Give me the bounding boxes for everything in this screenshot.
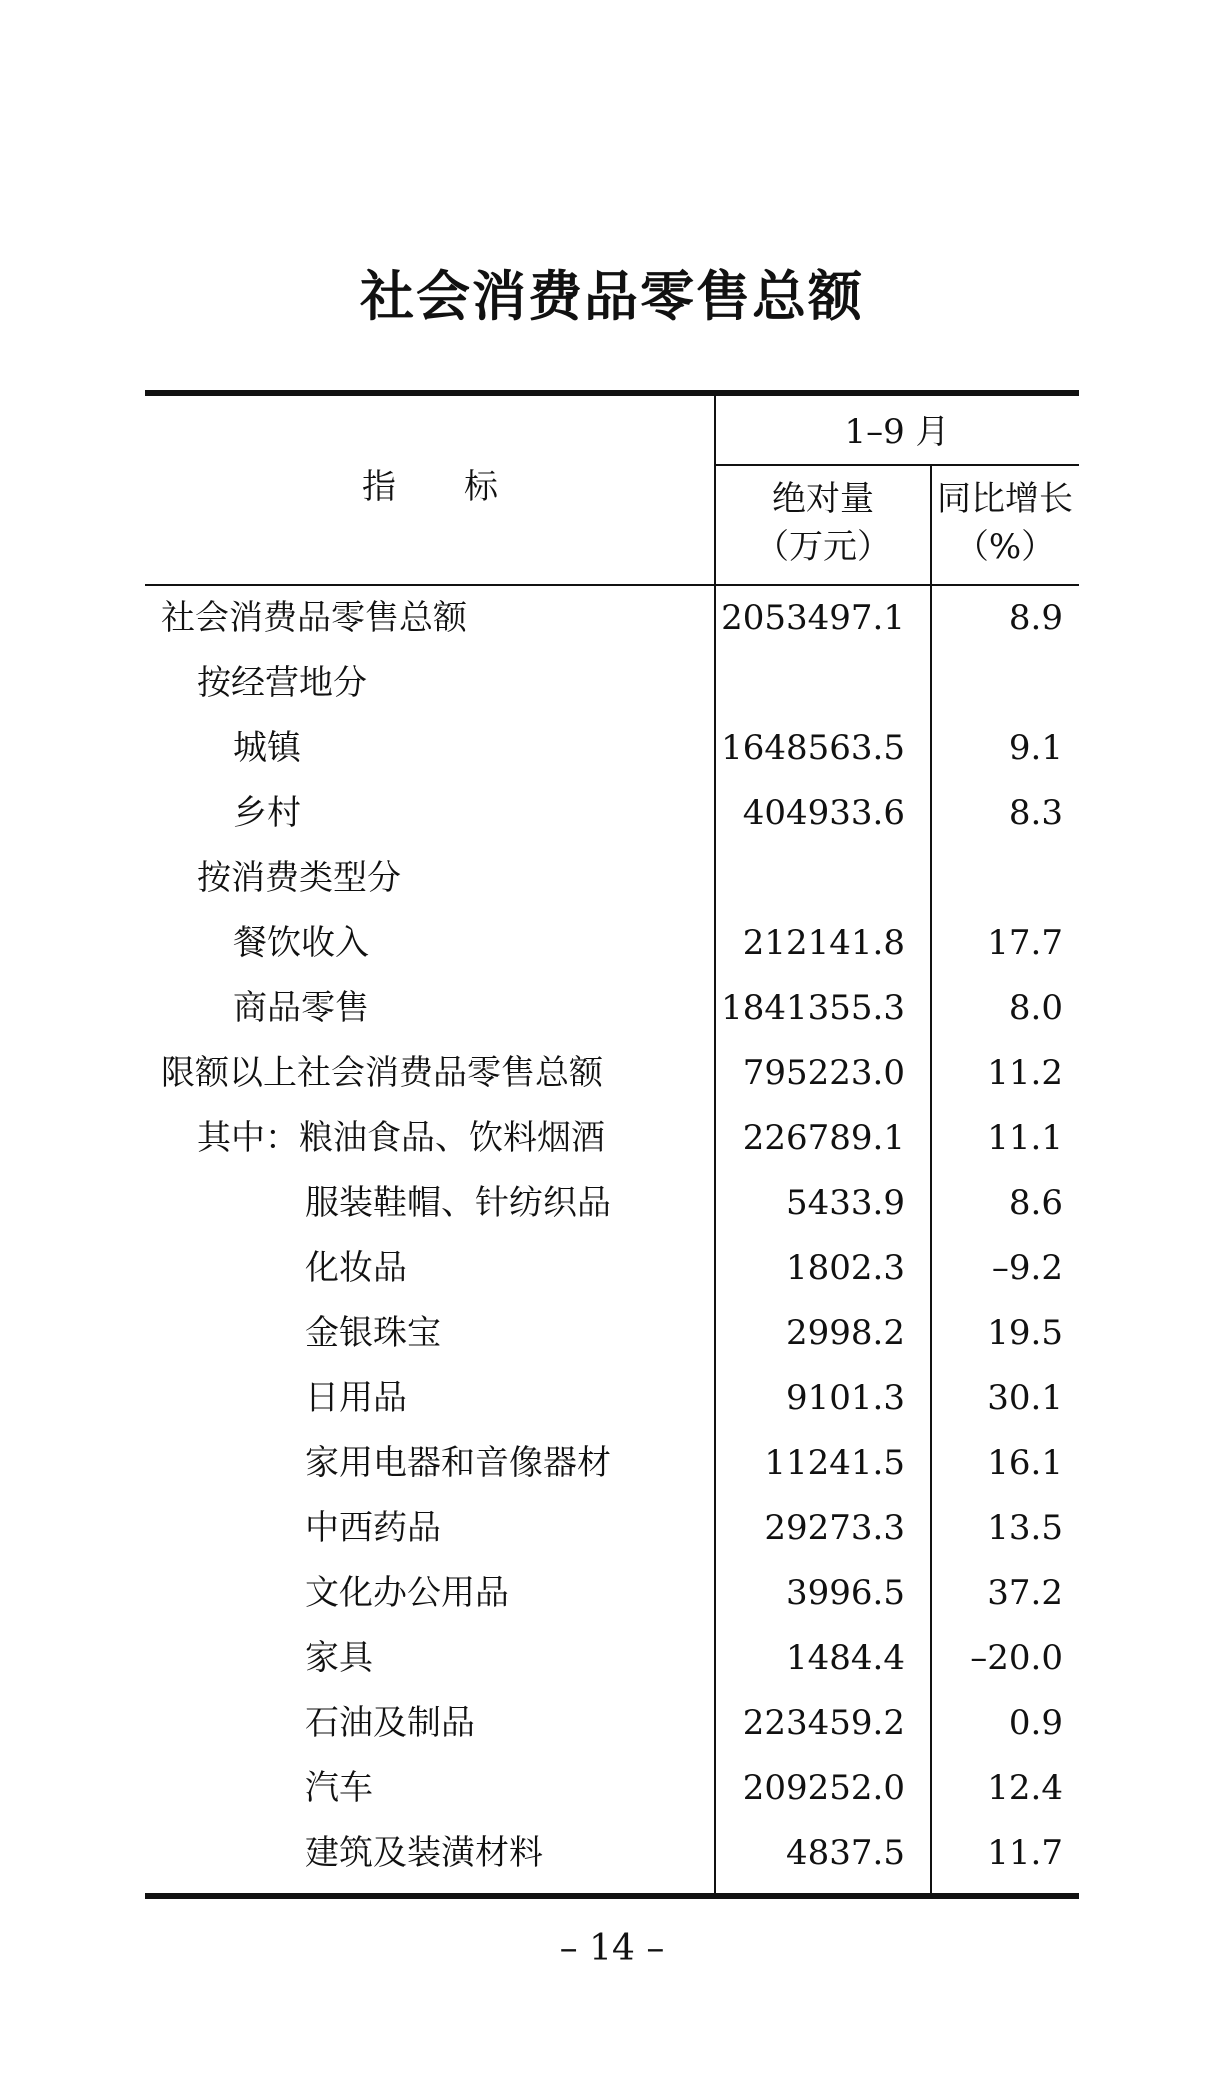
row-label: 家具 <box>305 1638 373 1678</box>
row-label: 商品零售 <box>233 988 369 1028</box>
row-value <box>715 651 905 716</box>
row-value: 11241.5 <box>764 1443 905 1483</box>
row-label: 石油及制品 <box>305 1703 475 1743</box>
page-number: – 14 – <box>559 1928 665 1969</box>
row-value: 209252.0 <box>742 1768 905 1808</box>
table-row <box>145 1756 1079 1821</box>
table-row <box>145 781 1079 846</box>
row-growth: 8.3 <box>1008 793 1063 833</box>
header-sub-rule <box>715 464 1079 466</box>
row-value: 1484.4 <box>786 1638 905 1678</box>
page-title: 社会消费品零售总额 <box>360 265 864 328</box>
table-row <box>145 1561 1079 1626</box>
row-growth: 12.4 <box>987 1768 1063 1808</box>
row-growth <box>935 846 1063 911</box>
table-row <box>145 1366 1079 1431</box>
row-value: 212141.8 <box>742 923 905 963</box>
row-growth: 16.1 <box>987 1443 1063 1483</box>
row-label: 建筑及装潢材料 <box>305 1833 543 1873</box>
row-label: 中西药品 <box>305 1508 441 1548</box>
row-label: 城镇 <box>233 728 301 768</box>
row-growth: 11.2 <box>987 1053 1063 1093</box>
table-row <box>145 1821 1079 1886</box>
row-value: 5433.9 <box>786 1183 905 1223</box>
row-label: 餐饮收入 <box>233 923 369 963</box>
row-label: 家用电器和音像器材 <box>305 1443 611 1483</box>
row-value: 223459.2 <box>742 1703 905 1743</box>
row-label: 乡村 <box>233 793 301 833</box>
table-row <box>145 586 1079 651</box>
row-value: 2053497.1 <box>721 598 905 638</box>
row-growth: 11.1 <box>987 1118 1063 1158</box>
row-label: 社会消费品零售总额 <box>161 598 467 638</box>
table-row <box>145 1691 1079 1756</box>
row-growth: 37.2 <box>987 1573 1063 1613</box>
table-top-rule <box>145 390 1079 396</box>
row-growth: –20.0 <box>970 1638 1063 1678</box>
row-label: 按经营地分 <box>197 663 367 703</box>
row-growth: 8.9 <box>1008 598 1063 638</box>
row-label: 汽车 <box>305 1768 373 1808</box>
row-value: 29273.3 <box>764 1508 905 1548</box>
row-label: 日用品 <box>305 1378 407 1418</box>
row-value: 226789.1 <box>742 1118 905 1158</box>
table-row <box>145 1041 1079 1106</box>
row-growth <box>935 651 1063 716</box>
row-label: 化妆品 <box>305 1248 407 1288</box>
table-row <box>145 1236 1079 1301</box>
row-value <box>715 846 905 911</box>
row-value: 9101.3 <box>786 1378 905 1418</box>
header-col-absolute-line1: 绝对量 <box>772 479 874 519</box>
row-growth: 17.7 <box>987 923 1063 963</box>
row-value: 1802.3 <box>786 1248 905 1288</box>
row-growth: 9.1 <box>1008 728 1063 768</box>
row-label: 文化办公用品 <box>305 1573 509 1613</box>
header-period: 1–9 月 <box>844 412 950 452</box>
row-growth: 8.0 <box>1008 988 1063 1028</box>
header-col-growth-unit: （%） <box>954 527 1056 567</box>
row-label: 按消费类型分 <box>197 858 401 898</box>
row-label: 其中：粮油食品、饮料烟酒 <box>197 1118 605 1158</box>
row-growth: 0.9 <box>1008 1703 1063 1743</box>
table-row <box>145 1496 1079 1561</box>
row-value: 1648563.5 <box>721 728 905 768</box>
table-row <box>145 651 1079 716</box>
row-value: 795223.0 <box>742 1053 905 1093</box>
row-label: 金银珠宝 <box>305 1313 441 1353</box>
table-row <box>145 1106 1079 1171</box>
row-label: 服装鞋帽、针纺织品 <box>305 1183 611 1223</box>
table-bottom-rule <box>145 1893 1079 1899</box>
header-col-absolute-unit: （万元） <box>755 527 891 567</box>
row-value: 1841355.3 <box>721 988 905 1028</box>
row-growth: 19.5 <box>987 1313 1063 1353</box>
header-col-growth <box>931 475 1079 571</box>
header-col-growth-line1: 同比增长 <box>937 479 1073 519</box>
table-row <box>145 1626 1079 1691</box>
row-growth: 8.6 <box>1008 1183 1063 1223</box>
table-row <box>145 716 1079 781</box>
table-row <box>145 846 1079 911</box>
table-row <box>145 1301 1079 1366</box>
row-value: 3996.5 <box>786 1573 905 1613</box>
table-row <box>145 911 1079 976</box>
row-growth: –9.2 <box>991 1248 1063 1288</box>
row-value: 4837.5 <box>786 1833 905 1873</box>
row-label: 限额以上社会消费品零售总额 <box>161 1053 603 1093</box>
header-col-absolute <box>715 475 931 571</box>
table-row <box>145 976 1079 1041</box>
table-row <box>145 1431 1079 1496</box>
header-indicator: 指 标 <box>362 467 498 507</box>
row-value: 404933.6 <box>742 793 905 833</box>
row-growth: 11.7 <box>987 1833 1063 1873</box>
row-value: 2998.2 <box>786 1313 905 1353</box>
row-growth: 30.1 <box>987 1378 1063 1418</box>
table-row <box>145 1171 1079 1236</box>
row-growth: 13.5 <box>987 1508 1063 1548</box>
